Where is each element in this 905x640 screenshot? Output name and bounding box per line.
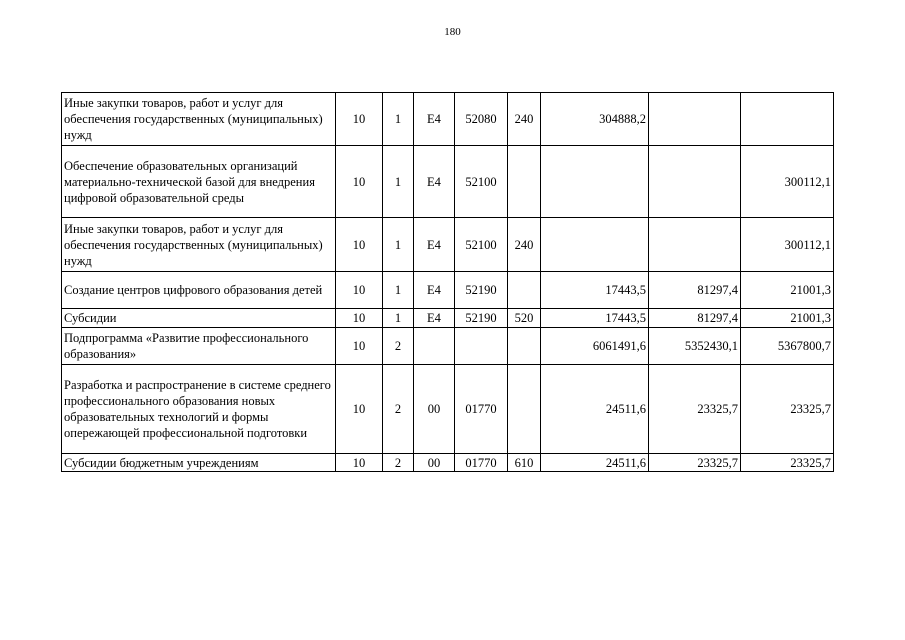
row-description: Создание центров цифрового образования детей bbox=[62, 272, 336, 309]
target-article-code: 01770 bbox=[455, 365, 508, 454]
amount-year-3: 23325,7 bbox=[741, 365, 834, 454]
target-article-code: 52190 bbox=[455, 272, 508, 309]
amount-year-1 bbox=[541, 146, 649, 218]
program-code: Е4 bbox=[414, 146, 455, 218]
subsection-code: 1 bbox=[383, 272, 414, 309]
amount-year-3: 5367800,7 bbox=[741, 328, 834, 365]
expense-type-code: 240 bbox=[508, 218, 541, 272]
amount-year-2 bbox=[649, 218, 741, 272]
program-code: 00 bbox=[414, 365, 455, 454]
amount-year-3: 300112,1 bbox=[741, 218, 834, 272]
amount-year-1: 17443,5 bbox=[541, 309, 649, 328]
table-row bbox=[62, 272, 834, 309]
table-row bbox=[62, 146, 834, 218]
amount-year-3: 21001,3 bbox=[741, 272, 834, 309]
table-row bbox=[62, 454, 834, 472]
amount-year-2: 81297,4 bbox=[649, 309, 741, 328]
expense-type-code: 610 bbox=[508, 454, 541, 472]
section-code: 10 bbox=[336, 93, 383, 146]
amount-year-1: 17443,5 bbox=[541, 272, 649, 309]
section-code: 10 bbox=[336, 365, 383, 454]
expense-type-code bbox=[508, 365, 541, 454]
target-article-code: 52080 bbox=[455, 93, 508, 146]
subsection-code: 2 bbox=[383, 328, 414, 365]
subsection-code: 2 bbox=[383, 454, 414, 472]
row-description: Субсидии бюджетным учреждениям bbox=[62, 454, 336, 472]
row-description: Иные закупки товаров, работ и услуг для обеспечения государственных (муниципальных) нужд bbox=[62, 93, 336, 146]
row-description: Подпрограмма «Развитие профессионального образования» bbox=[62, 328, 336, 365]
amount-year-2 bbox=[649, 146, 741, 218]
section-code: 10 bbox=[336, 218, 383, 272]
amount-year-1: 24511,6 bbox=[541, 454, 649, 472]
subsection-code: 1 bbox=[383, 146, 414, 218]
row-description: Обеспечение образовательных организаций материально-технической базой для внедрения цифровой образовательной среды bbox=[62, 146, 336, 218]
subsection-code: 2 bbox=[383, 365, 414, 454]
expense-type-code bbox=[508, 272, 541, 309]
section-code: 10 bbox=[336, 328, 383, 365]
table-row bbox=[62, 365, 834, 454]
amount-year-1 bbox=[541, 218, 649, 272]
program-code bbox=[414, 328, 455, 365]
page-number: 180 bbox=[444, 26, 461, 38]
amount-year-2: 5352430,1 bbox=[649, 328, 741, 365]
expense-type-code bbox=[508, 146, 541, 218]
amount-year-2 bbox=[649, 93, 741, 146]
expense-type-code: 240 bbox=[508, 93, 541, 146]
target-article-code bbox=[455, 328, 508, 365]
amount-year-2: 23325,7 bbox=[649, 454, 741, 472]
amount-year-1: 24511,6 bbox=[541, 365, 649, 454]
target-article-code: 01770 bbox=[455, 454, 508, 472]
table-row bbox=[62, 93, 834, 146]
table-row bbox=[62, 218, 834, 272]
target-article-code: 52190 bbox=[455, 309, 508, 328]
amount-year-3: 23325,7 bbox=[741, 454, 834, 472]
amount-year-1: 304888,2 bbox=[541, 93, 649, 146]
target-article-code: 52100 bbox=[455, 146, 508, 218]
table-row bbox=[62, 309, 834, 328]
table-row bbox=[62, 328, 834, 365]
target-article-code: 52100 bbox=[455, 218, 508, 272]
row-description: Разработка и распространение в системе среднего профессионального образования новых образовательных технологий и формы опережающей профессиональной подготовки bbox=[62, 365, 336, 454]
amount-year-1: 6061491,6 bbox=[541, 328, 649, 365]
section-code: 10 bbox=[336, 454, 383, 472]
section-code: 10 bbox=[336, 309, 383, 328]
row-description: Субсидии bbox=[62, 309, 336, 328]
amount-year-3: 21001,3 bbox=[741, 309, 834, 328]
amount-year-3: 300112,1 bbox=[741, 146, 834, 218]
program-code: Е4 bbox=[414, 272, 455, 309]
section-code: 10 bbox=[336, 272, 383, 309]
program-code: 00 bbox=[414, 454, 455, 472]
subsection-code: 1 bbox=[383, 218, 414, 272]
amount-year-2: 23325,7 bbox=[649, 365, 741, 454]
amount-year-2: 81297,4 bbox=[649, 272, 741, 309]
expense-type-code bbox=[508, 328, 541, 365]
subsection-code: 1 bbox=[383, 309, 414, 328]
subsection-code: 1 bbox=[383, 93, 414, 146]
budget-table bbox=[61, 92, 834, 472]
program-code: Е4 bbox=[414, 93, 455, 146]
program-code: Е4 bbox=[414, 218, 455, 272]
amount-year-3 bbox=[741, 93, 834, 146]
program-code: Е4 bbox=[414, 309, 455, 328]
section-code: 10 bbox=[336, 146, 383, 218]
expense-type-code: 520 bbox=[508, 309, 541, 328]
row-description: Иные закупки товаров, работ и услуг для обеспечения государственных (муниципальных) нужд bbox=[62, 218, 336, 272]
